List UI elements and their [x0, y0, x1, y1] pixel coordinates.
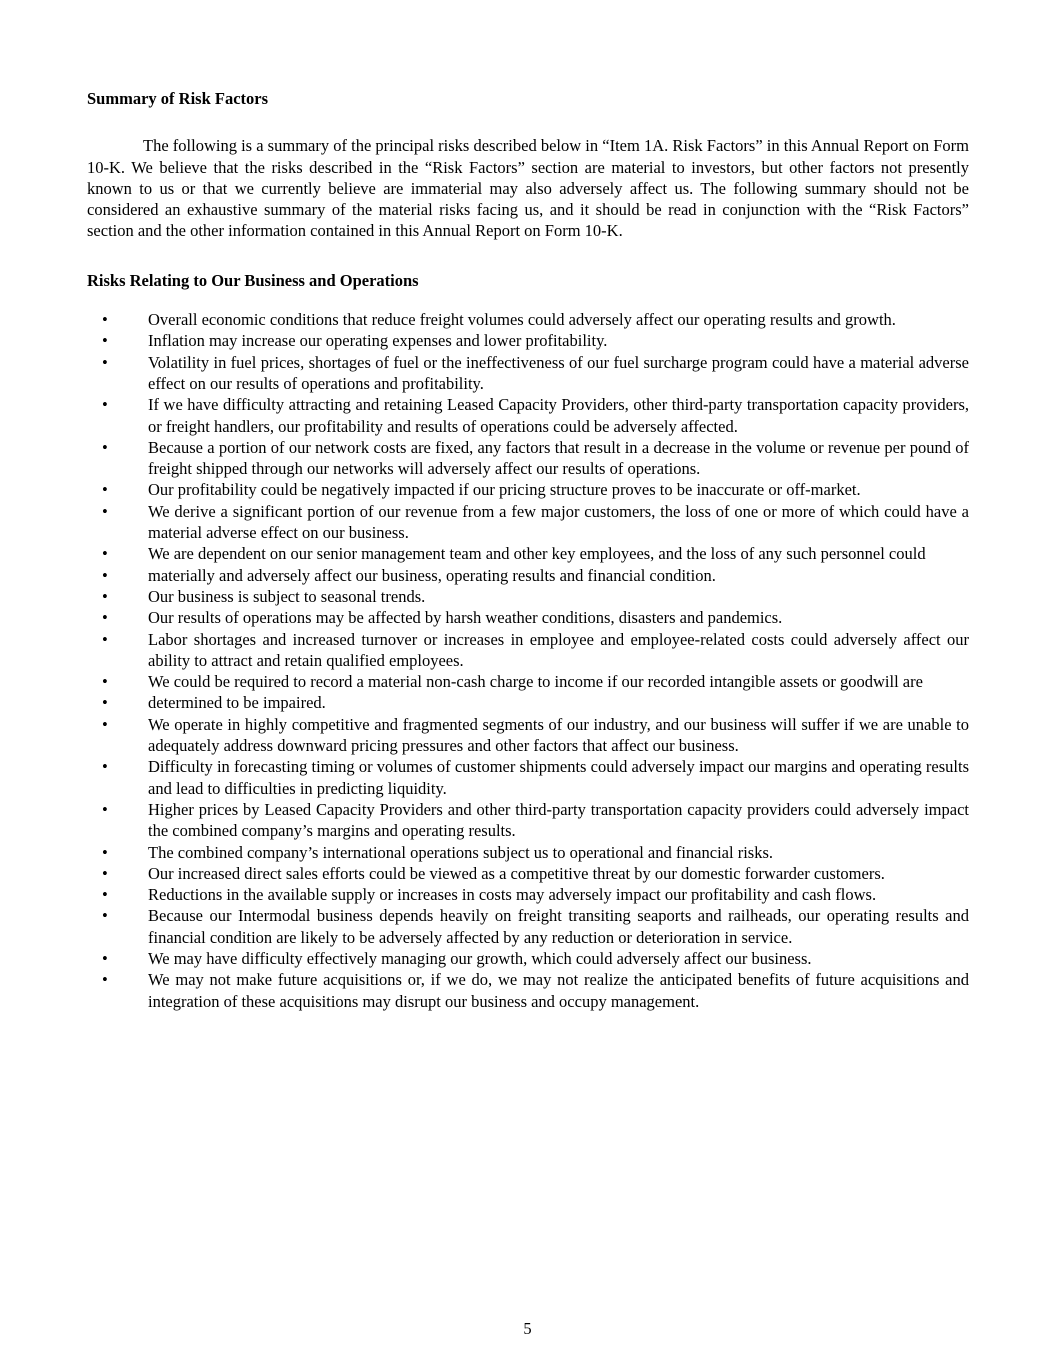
risk-bullet-text: Because a portion of our network costs are fixed, any factors that result in a decrease in the volume or revenue per pound of freight shipped through our networks will adversely affect our results of operations.	[148, 437, 969, 479]
risk-bullet-text: Our increased direct sales efforts could be viewed as a competitive threat by our domestic forwarder customers.	[148, 863, 885, 883]
risk-bullet-text: Our profitability could be negatively impacted if our pricing structure proves to be inaccurate or off-market.	[148, 480, 861, 500]
bullet-icon: •	[102, 480, 108, 500]
risk-bullet-item	[87, 842, 969, 863]
risk-bullet-text: We derive a significant portion of our revenue from a few major customers, the loss of one or more of which could have a material adverse effect on our business.	[148, 501, 969, 543]
intro-paragraph: The following is a summary of the principal risks described below in “Item 1A. Risk Factors” in this Annual Report on Form 10-K. We believe that the risks described in the “Risk Factors” section are material to investors, but other factors not presently known to us or that we currently believe are immaterial may also adversely affect us. The following summary should not be considered an exhaustive summary of the material risks facing us, and it should be read in conjunction with the “Risk Factors” section and the other information contained in this Annual Report on Form 10-K.	[87, 136, 969, 241]
bullet-icon: •	[102, 395, 108, 415]
bullet-icon: •	[102, 352, 108, 372]
risk-factors-list	[87, 309, 969, 1012]
bullet-icon: •	[102, 437, 108, 457]
risk-bullet-item	[87, 330, 969, 351]
risk-bullet-item	[87, 309, 969, 330]
risk-bullet-item	[87, 565, 969, 586]
risk-bullet-text: We may have difficulty effectively managing our growth, which could adversely affect our business.	[148, 948, 812, 968]
bullet-icon: •	[102, 629, 108, 649]
bullet-icon: •	[102, 501, 108, 521]
bullet-icon: •	[102, 799, 108, 819]
risk-bullet-text: determined to be impaired.	[148, 693, 326, 713]
risk-bullet-text: Inflation may increase our operating expenses and lower profitability.	[148, 331, 608, 351]
bullet-icon: •	[102, 693, 108, 713]
risk-bullet-text: Higher prices by Leased Capacity Providers and other third-party transportation capacity providers could adversely impact the combined company’s margins and operating results.	[148, 799, 969, 841]
risk-bullet-item	[87, 394, 969, 437]
risk-bullet-item	[87, 501, 969, 544]
bullet-icon: •	[102, 331, 108, 351]
risk-bullet-text: Volatility in fuel prices, shortages of fuel or the ineffectiveness of our fuel surcharge program could have a material adverse effect on our results of operations and profitability.	[148, 352, 969, 393]
bullet-icon: •	[102, 863, 108, 883]
bullet-icon: •	[102, 544, 108, 564]
risk-bullet-text: Our results of operations may be affected by harsh weather conditions, disasters and pandemics.	[148, 608, 783, 628]
bullet-icon: •	[102, 714, 108, 734]
risk-bullet-item	[87, 586, 969, 607]
risk-bullet-item	[87, 756, 969, 799]
bullet-icon: •	[102, 672, 108, 692]
risk-bullet-item	[87, 607, 969, 628]
bullet-icon: •	[102, 565, 108, 585]
risk-bullet-text: Our business is subject to seasonal trends.	[148, 586, 426, 606]
risk-bullet-text: We are dependent on our senior management team and other key employees, and the loss of any such personnel could	[148, 544, 926, 564]
risk-bullet-item	[87, 714, 969, 757]
bullet-icon: •	[102, 608, 108, 628]
summary-heading: Summary of Risk Factors	[87, 89, 269, 108]
bullet-icon: •	[102, 842, 108, 862]
bullet-icon: •	[102, 906, 108, 926]
risk-bullet-text: Because our Intermodal business depends heavily on freight transiting seaports and railheads, our operating results and financial condition are likely to be adversely affected by any reduction or deterioration in service.	[148, 906, 969, 947]
risk-bullet-text: Labor shortages and increased turnover or increases in employee and employee-related costs could adversely affect our ability to attract and retain qualified employees.	[148, 629, 969, 670]
risks-heading: Risks Relating to Our Business and Operations	[87, 270, 419, 290]
risk-bullet-item	[87, 969, 969, 1012]
risk-bullet-item	[87, 543, 969, 564]
page-number: 5	[523, 1319, 532, 1338]
bullet-icon: •	[102, 586, 108, 606]
risk-bullet-item	[87, 479, 969, 500]
bullet-icon: •	[102, 885, 108, 905]
risk-bullet-text: If we have difficulty attracting and retaining Leased Capacity Providers, other third-party transportation capacity providers, or freight handlers, our profitability and results of operations could be adversely affected.	[148, 395, 969, 436]
risk-bullet-text: Difficulty in forecasting timing or volumes of customer shipments could adversely impact our margins and operating results and lead to difficulties in predicting liquidity.	[148, 757, 969, 798]
risk-bullet-item	[87, 352, 969, 395]
risk-bullet-text: We operate in highly competitive and fragmented segments of our industry, and our business will suffer if we are unable to adequately address downward pricing pressures and other factors that affect our business.	[148, 714, 969, 756]
risk-bullet-text: Overall economic conditions that reduce freight volumes could adversely affect our operating results and growth.	[148, 310, 896, 330]
risk-bullet-text: Reductions in the available supply or increases in costs may adversely impact our profitability and cash flows.	[148, 885, 877, 905]
risk-bullet-item	[87, 948, 969, 969]
risk-bullet-item	[87, 629, 969, 672]
risk-bullet-text: materially and adversely affect our business, operating results and financial condition.	[148, 565, 716, 585]
risk-bullet-item	[87, 863, 969, 884]
bullet-icon: •	[102, 757, 108, 777]
risk-bullet-item	[87, 799, 969, 842]
bullet-icon: •	[102, 970, 108, 990]
risk-bullet-item	[87, 884, 969, 905]
bullet-icon: •	[102, 310, 108, 330]
risk-bullet-item	[87, 692, 969, 713]
risk-bullet-item	[87, 905, 969, 948]
risk-bullet-item	[87, 671, 969, 692]
risk-bullet-item	[87, 437, 969, 480]
risk-bullet-text: The combined company’s international operations subject us to operational and financial risks.	[148, 842, 773, 862]
risk-bullet-text: We may not make future acquisitions or, if we do, we may not realize the anticipated benefits of future acquisitions and integration of these acquisitions may disrupt our business and occupy management.	[148, 970, 969, 1011]
bullet-icon: •	[102, 948, 108, 968]
risk-bullet-text: We could be required to record a material non-cash charge to income if our recorded intangible assets or goodwill are	[148, 672, 923, 692]
